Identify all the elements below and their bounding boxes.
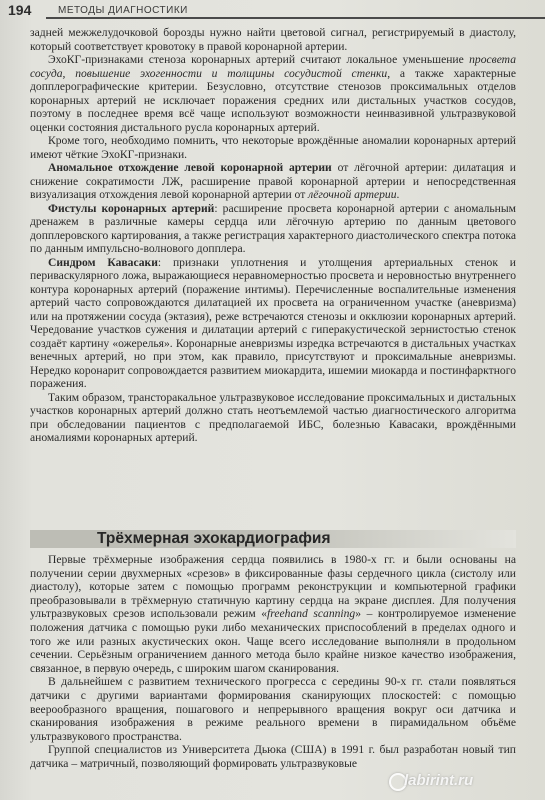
paragraph-text: Таким образом, трансторакальное ультразвуковое исследование проксимальных и дистальных участков коронарных артерий должно стать неотъемлемой частью диагностического алгоритма при обследовании пациентов с предполагаемой ИБС, болезнью Кавасаки, врождёнными аномалиями коронарных артерий.: [30, 390, 516, 444]
paragraph-text: .: [396, 188, 400, 201]
section-heading: [30, 530, 516, 550]
section-heading-title: Трёхмерная эхокардиография: [97, 530, 331, 547]
paragraph-text: : признаки уплотнения и утолщения артериальных стенок и периваскулярного ложа, выражающиеся неравномерностью просвета и неровностью внутреннего контура коронарных артерий (поражение интимы). Перечисленные воспалительные изменения артерий часто сопровождаются дилатацией их просвета на ограниченном участке (аневризма) или на протяжении сосуда (эктазия), реже встречаются стенозы и окклюзии коронарных артерий. Чередование участков сужения и дилатации артерий с гиперакустической зернистостью стенок создаёт картину «ожерелья». Коронарные аневризмы изредка встречаются в дистальных участках венечных артерий, но при этом, как правило, присутствуют и проксимальные аневризмы. Нередко коронарит сопровождается развитием миокардита, ишемии миокарда и постинфарктного поражения.: [30, 255, 516, 390]
body-text-bottom: [30, 553, 516, 771]
paragraph-lead-term: Синдром Кавасаки: [48, 255, 158, 269]
paragraph-emphasis: freehand scanning: [267, 607, 356, 621]
watermark: labirint.ru: [404, 772, 474, 789]
paragraph-text: : расширение просвета коронарной артерии с аномальным дренажем в различные камеры сердца или лёгочную артерию по данным цветового допплеровского картирования, а также регистрация характерного диастолического спектра потока по данным импульсно-волнового допплера.: [30, 201, 517, 255]
paragraph: [30, 256, 516, 391]
paragraph: [30, 553, 516, 675]
paragraph-text: Группой специалистов из Университета Дьюка (США) в 1991 г. был разработан новый тип датчика – матричный, позволяющий формировать ультразвуковые: [30, 743, 516, 770]
paragraph: [30, 391, 516, 445]
body-text-top: [30, 26, 516, 445]
paragraph-lead-term: Аномальное отхождение левой коронарной артерии: [48, 161, 332, 174]
paragraph-text: В дальнейшем с развитием технического прогресса с середины 90-х гг. стали появляться датчики с другими вариантами формирования сканирующих плоскостей: с помощью веерообразного вращения, пошагового и непрерывного вращения вокруг оси датчика и сканирования изображения в режиме реального времени в пирамидальном объёме ультразвукового пространства.: [30, 675, 516, 743]
paragraph-text: , а также характерные допплерографические критерии. Безусловно, отсутствие стенозов проксимальных отделов коронарных артерий не исключает поражения средних или дистальных участков сосудов, поэтому в последнее время всё чаще используют возможности неинвазивной ультразвуковой оценки состояния дистального русла коронарных артерий.: [30, 66, 516, 134]
paragraph: [30, 202, 516, 256]
paragraph-lead-term: Фистулы коронарных артерий: [48, 201, 215, 215]
paragraph: [30, 675, 516, 743]
page-number: 194: [8, 2, 32, 18]
paragraph-text: Кроме того, необходимо помнить, что некоторые врождённые аномалии коронарных артерий имеют чёткие ЭхоКГ-признаки.: [30, 134, 516, 161]
paragraph: [30, 26, 516, 53]
paragraph: [30, 161, 516, 202]
running-head: МЕТОДЫ ДИАГНОСТИКИ: [58, 5, 188, 16]
paragraph: [30, 134, 516, 161]
paragraph-emphasis: лёгочной артерии: [308, 188, 397, 201]
paragraph: [30, 53, 516, 134]
page-header: [0, 0, 545, 22]
paragraph-text: » – контролируемое изменение положения датчика с помощью руки либо механических приспособлений в пределах одного и того же или разных акустических окон. Чаще всего исследование выполняли в продольном сечении. Серьёзным ограничением данного метода было крайне низкое качество изображения, связанное, в первую очередь, с широким шагом сканирования.: [30, 607, 516, 675]
paragraph-emphasis: просвета сосуда, повышение эхогенности и толщины сосудистой стенки: [30, 53, 516, 80]
paragraph-text: ЭхоКГ-признаками стеноза коронарных артерий считают локальное уменьшение: [48, 53, 470, 66]
paragraph-text: Первые трёхмерные изображения сердца появились в 1980-х гг. и были основаны на получении серии двухмерных «срезов» в фиксированные фазы сердечного цикла (систолу или диастолу), которые затем с помощью программ реконструкции и компьютерной графики преобразовывали в трёхмерную статичную картину сердца на экране дисплея. Для получения ультразвуковых срезов использовали режим «: [30, 553, 516, 621]
header-rule: [46, 17, 545, 19]
paragraph-text: от лёгочной артерии: дилатация и снижение сократимости ЛЖ, расширение правой коронарной артерии и непосредственная визуализация отхождения левой коронарной артерии от: [30, 161, 516, 201]
paragraph: [30, 743, 516, 770]
paragraph-text: задней межжелудочковой борозды нужно найти цветовой сигнал, регистрируемый в диастолу, который соответствует кровотоку в правой коронарной артерии.: [30, 26, 516, 53]
